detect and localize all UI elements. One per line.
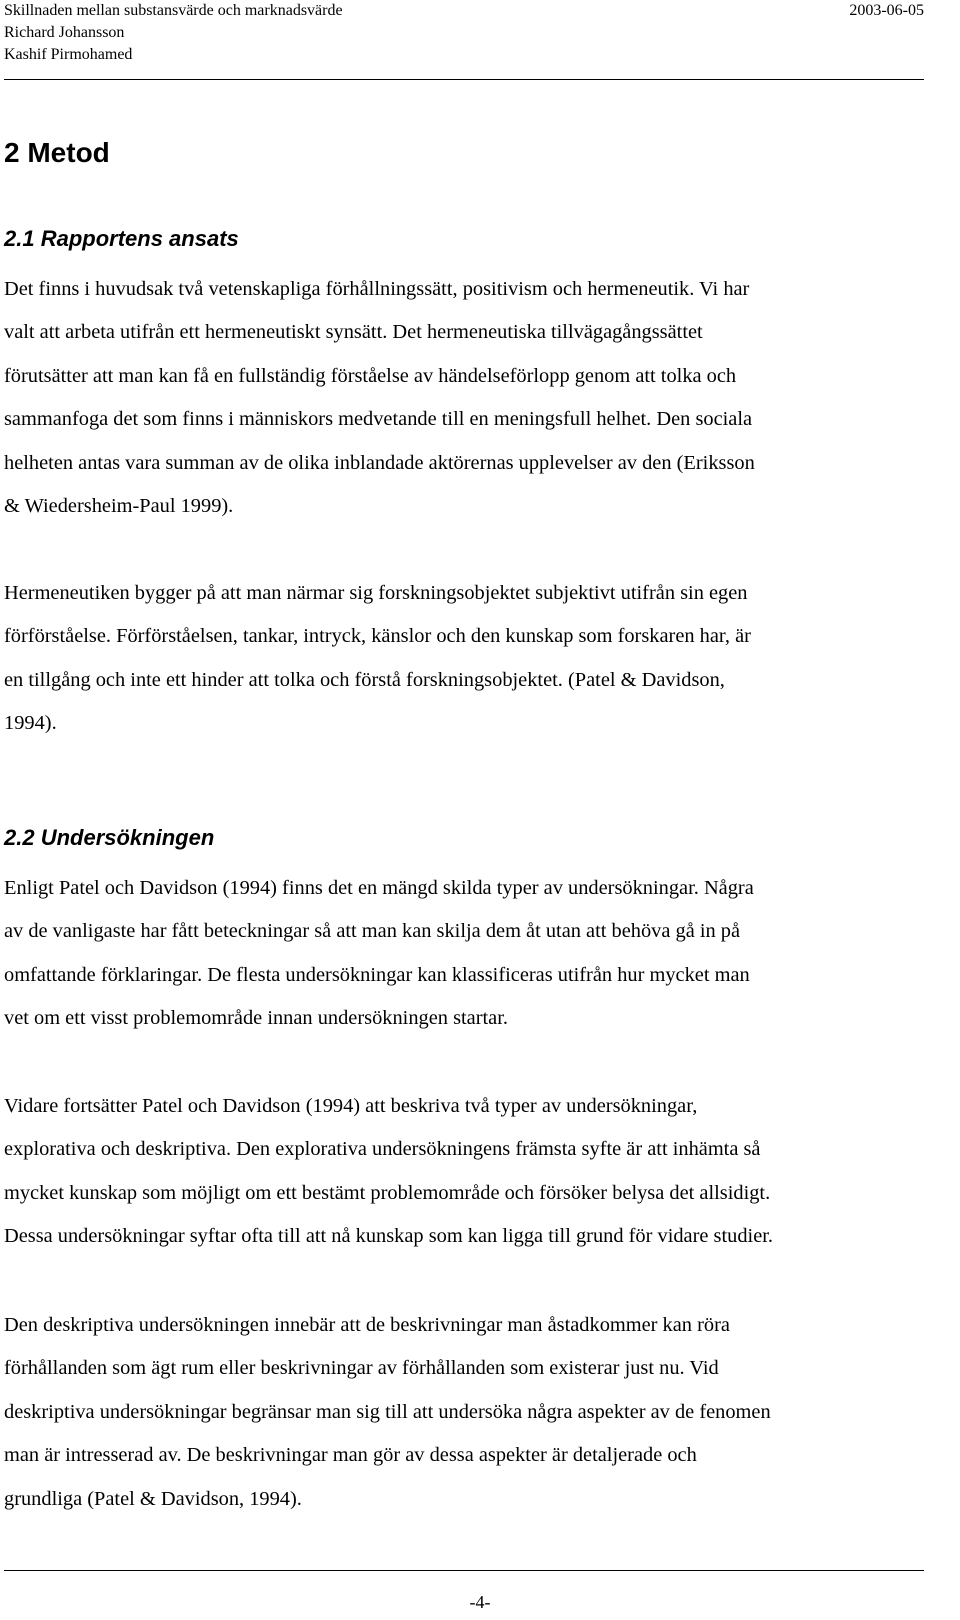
text-line: man är intresserad av. De beskrivningar man gör av dessa aspekter är detaljerade och [4,1444,697,1467]
text-line: & Wiedersheim-Paul 1999). [4,495,234,518]
text-line: Den deskriptiva undersökningen innebär att de beskrivningar man åstadkommer kan röra [4,1314,730,1336]
text-line: en tillgång och inte ett hinder att tolka och förstå forskningsobjektet. (Patel & Davidson, [4,668,725,691]
text-line: förförståelse. Förförståelsen, tankar, intryck, känslor och den kunskap som forskaren har, är [4,625,751,648]
text-line: grundliga (Patel & Davidson, 1994). [4,1487,302,1510]
section-heading: 2.1 Rapportens ansats [4,226,239,251]
text-line: förhållanden som ägt rum eller beskrivningar av förhållanden som existerar just nu. Vid [4,1357,719,1380]
text-line: Det finns i huvudsak två vetenskapliga förhållningssätt, positivism och hermeneutik. Vi har [4,278,750,300]
header-row-3 [4,44,924,66]
text-line: omfattande förklaringar. De flesta undersökningar kan klassificeras utifrån hur mycket man [4,963,750,986]
text-line: mycket kunskap som möjligt om ett bestämt problemområde och försöker belysa det allsidigt. [4,1181,771,1204]
header-divider [4,79,924,80]
body-paragraph [4,268,944,528]
chapter-heading: 2 Metod [4,137,110,168]
page-header [4,0,924,66]
text-line: sammanfoga det som finns i människors medvetande till en meningsfull helhet. Den sociala [4,408,753,431]
text-line: deskriptiva undersökningar begränsar man sig till att undersöka några aspekter av de fenomen [4,1400,771,1423]
text-line: helheten antas vara summan av de olika inblandade aktörernas upplevelser av den (Eriksson [4,451,755,474]
header-row-1 [4,0,924,22]
text-line: valt att arbeta utifrån ett hermeneutiskt synsätt. Det hermeneutiska tillvägagångssättet [4,321,703,344]
text-line: Dessa undersökningar syftar ofta till att nå kunskap som kan ligga till grund för vidare studier. [4,1225,774,1248]
document-title: Skillnaden mellan substansvärde och marknadsvärde [4,2,343,19]
body-paragraph [4,867,944,1041]
text-line: av de vanligaste har fått beteckningar så att man kan skilja dem åt utan att behöva gå in på [4,920,741,943]
footer-divider [4,1570,924,1571]
section-heading: 2.2 Undersökningen [4,825,215,850]
body-paragraph [4,1085,944,1259]
author-name: Kashif Pirmohamed [4,46,133,63]
text-line: Enligt Patel och Davidson (1994) finns det en mängd skilda typer av undersökningar. Några [4,877,754,899]
text-line: förutsätter att man kan få en fullständig förståelse av händelseförlopp genom att tolka och [4,364,737,387]
body-paragraph [4,1304,944,1521]
text-line: Hermeneutiken bygger på att man närmar sig forskningsobjektet subjektivt utifrån sin egen [4,582,748,604]
header-row-2 [4,22,924,44]
page-number: -4- [469,1592,491,1612]
text-line: explorativa och deskriptiva. Den explorativa undersökningens främsta syfte är att inhämta så [4,1138,761,1161]
text-line: vet om ett visst problemområde innan undersökningen startar. [4,1007,508,1030]
author-name: Richard Johansson [4,24,125,41]
text-line: Vidare fortsätter Patel och Davidson (1994) att beskriva två typer av undersökningar, [4,1095,698,1117]
body-paragraph [4,572,944,746]
text-line: 1994). [4,712,57,735]
document-date: 2003-06-05 [849,2,924,19]
